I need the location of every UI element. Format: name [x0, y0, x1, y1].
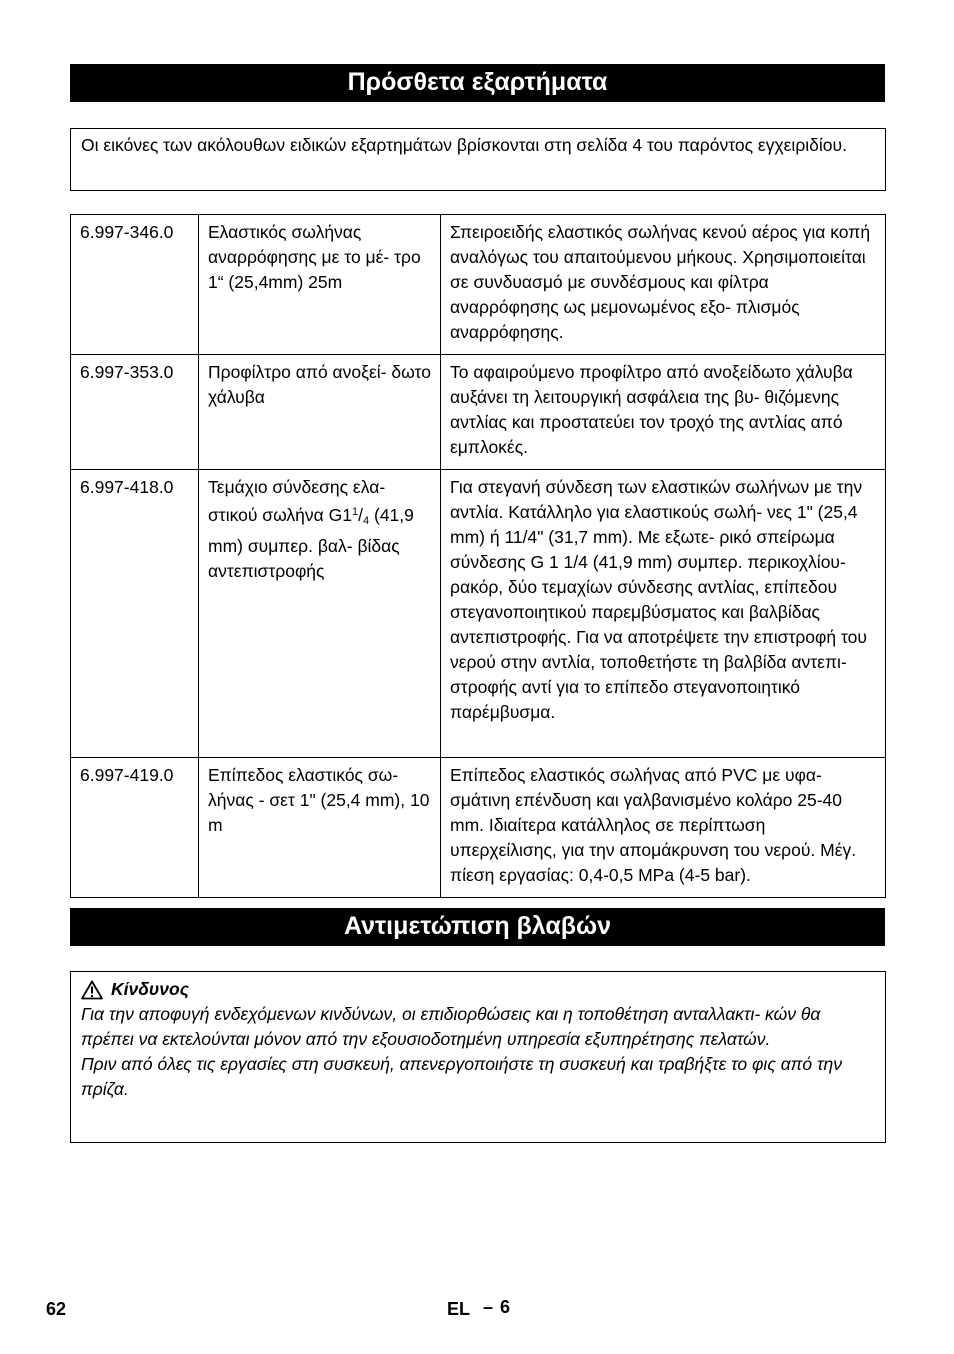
section-page-number: 6	[500, 1297, 511, 1317]
accessory-code: 6.997-346.0	[71, 215, 199, 355]
danger-text: Για την αποφυγή ενδεχόμενων κινδύνων, οι επιδιορθώσεις και η τοποθέτηση ανταλλακτι- κών θα πρέπει να εκτελούνται μόνον από την εξουσιοδοτημένη υπηρεσία εξυπηρέτησης πελατών.	[81, 1004, 821, 1049]
danger-label: Κίνδυνος	[111, 979, 189, 999]
footer-dash: –	[483, 1297, 494, 1317]
danger-heading	[81, 977, 875, 1002]
danger-box	[70, 971, 886, 1143]
accessory-description: Το αφαιρούμενο προφίλτρο από ανοξείδωτο χάλυβα αυξάνει τη λειτουργική ασφάλεια της βυ- θιζόμενης αντλίας και προστατεύει τον τροχό της αντλίας από εμπλοκές.	[441, 355, 886, 470]
table-row	[71, 355, 886, 470]
accessory-description: Επίπεδος ελαστικός σωλήνας από PVC με υφα- σμάτινη επένδυση και γαλβανισμένο κολάρο 25-40 mm. Ιδιαίτερα κατάλληλος σε περίπτωση υπερχείλισης, για την απομάκρυνση του νερού. Μέγ. πίεση εργασίας: 0,4-0,5 MPa (4-5 bar).	[441, 758, 886, 898]
warning-triangle-icon	[81, 980, 103, 1000]
accessory-description: Σπειροειδής ελαστικός σωλήνας κενού αέρος για κοπή αναλόγως του απαιτούμενου μήκους. Χρησιμοποιείται σε συνδυασμό με συνδέσμους και φίλτρα αναρρόφησης ως μεμονωμένος εξο- πλισμός αναρρόφησης.	[441, 215, 886, 355]
fraction-denominator: 4	[363, 515, 370, 527]
accessory-name: Επίπεδος ελαστικός σω- λήνας - σετ 1" (25,4 mm), 10 m	[199, 758, 441, 898]
fraction-numerator: 1	[352, 506, 359, 518]
accessory-name-part: (41,9 mm) συμπερ. βαλ- βίδας αντεπιστροφής	[208, 505, 414, 581]
accessory-code: 6.997-419.0	[71, 758, 199, 898]
danger-text: Πριν από όλες τις εργασίες στη συσκευή, απενεργοποιήστε τη συσκευή και τραβήξτε το φις από την πρίζα.	[81, 1054, 843, 1099]
section-title-accessories: Πρόσθετα εξαρτήματα	[70, 64, 885, 102]
accessory-code: 6.997-353.0	[71, 355, 199, 470]
table-row	[71, 470, 886, 758]
fraction-slash: /	[358, 505, 363, 525]
intro-box	[70, 128, 886, 191]
table-row	[71, 215, 886, 355]
accessory-name: Ελαστικός σωλήνας αναρρόφησης με το μέ- τρο 1“ (25,4mm) 25m	[199, 215, 441, 355]
accessory-name	[199, 470, 441, 758]
accessories-table	[70, 214, 886, 898]
language-code: EL	[447, 1299, 471, 1319]
page-number: 62	[46, 1299, 67, 1319]
accessory-code: 6.997-418.0	[71, 470, 199, 758]
accessory-name: Προφίλτρο από ανοξεί- δωτο χάλυβα	[199, 355, 441, 470]
section-title-troubleshooting: Αντιμετώπιση βλαβών	[70, 908, 885, 946]
accessory-name-part: Τεμάχιο σύνδεσης ελα- στικού σωλήνα G1	[208, 477, 386, 525]
accessory-description: Για στεγανή σύνδεση των ελαστικών σωλήνων με την αντλία. Κατάλληλο για ελαστικούς σωλή- νες 1" (25,4 mm) ή 11/4" (31,7 mm). Με εξωτε- ρικό σπείρωμα σύνδεσης G 1 1/4 (41,9 mm) συμπερ. περικοχλίου-ρακόρ, δύο τεμαχίων σύνδεσης αντλίας, επίπεδου στεγανοποιητικού παρεμβύσματος και βαλβίδας αντεπιστροφής. Για να αποτρέψετε την επιστροφή του νερού στην αντλία, τοποθετήστε τη βαλβίδα αντεπι- στροφής αντί για το επίπεδο στεγανοποιητικό παρέμβυσμα.	[441, 470, 886, 758]
intro-text: Οι εικόνες των ακόλουθων ειδικών εξαρτημάτων βρίσκονται στη σελίδα 4 του παρόντος εγχειριδίου.	[81, 135, 847, 155]
table-row	[71, 758, 886, 898]
